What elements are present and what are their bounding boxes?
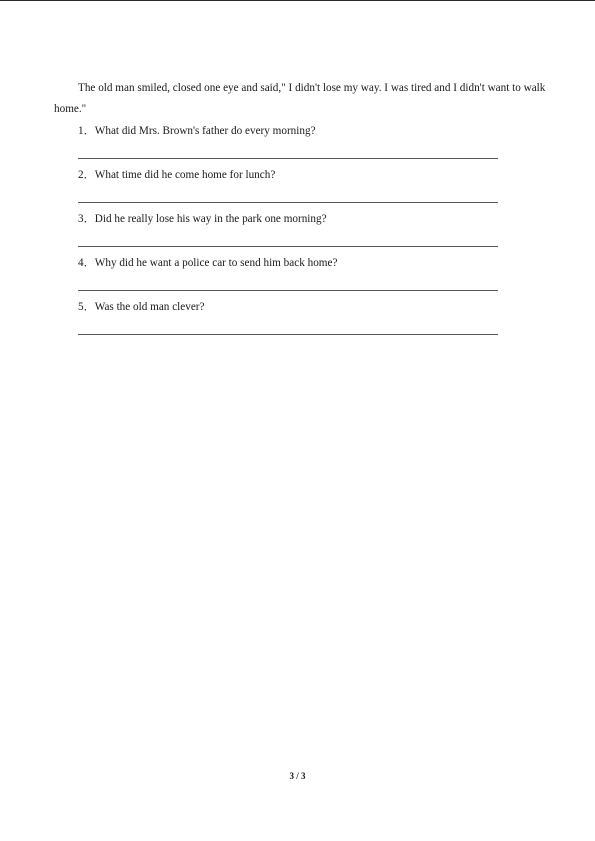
question-list	[78, 122, 498, 342]
question-number: 2．	[78, 169, 95, 181]
question-text	[78, 298, 498, 316]
question-item-2	[78, 166, 498, 210]
question-item-5	[78, 298, 498, 342]
question-item-3	[78, 210, 498, 254]
question-number: 3．	[78, 213, 95, 225]
answer-line-2[interactable]	[78, 202, 498, 203]
question-item-1	[78, 122, 498, 166]
answer-line-3[interactable]	[78, 246, 498, 247]
question-item-4	[78, 254, 498, 298]
question-prompt: Why did he want a police car to send him back home?	[94, 257, 338, 269]
answer-line-5[interactable]	[78, 334, 498, 335]
question-prompt: What time did he come home for lunch?	[94, 169, 276, 181]
answer-line-4[interactable]	[78, 290, 498, 291]
question-text	[78, 254, 498, 272]
question-text	[78, 210, 498, 228]
page-number: 3 / 3	[289, 771, 306, 781]
question-text	[78, 122, 498, 140]
passage-paragraph: The old man smiled, closed one eye and said," I didn't lose my way. I was tired and I didn't want to walk home."	[54, 82, 546, 115]
question-text	[78, 166, 498, 184]
top-border-line	[0, 0, 595, 1]
question-prompt: Did he really lose his way in the park one morning?	[94, 213, 327, 225]
question-number: 5．	[78, 301, 95, 313]
question-number: 4．	[78, 257, 95, 269]
question-prompt: What did Mrs. Brown's father do every morning?	[94, 125, 316, 137]
question-number: 1．	[78, 125, 95, 137]
question-prompt: Was the old man clever?	[94, 301, 205, 313]
answer-line-1[interactable]	[78, 158, 498, 159]
